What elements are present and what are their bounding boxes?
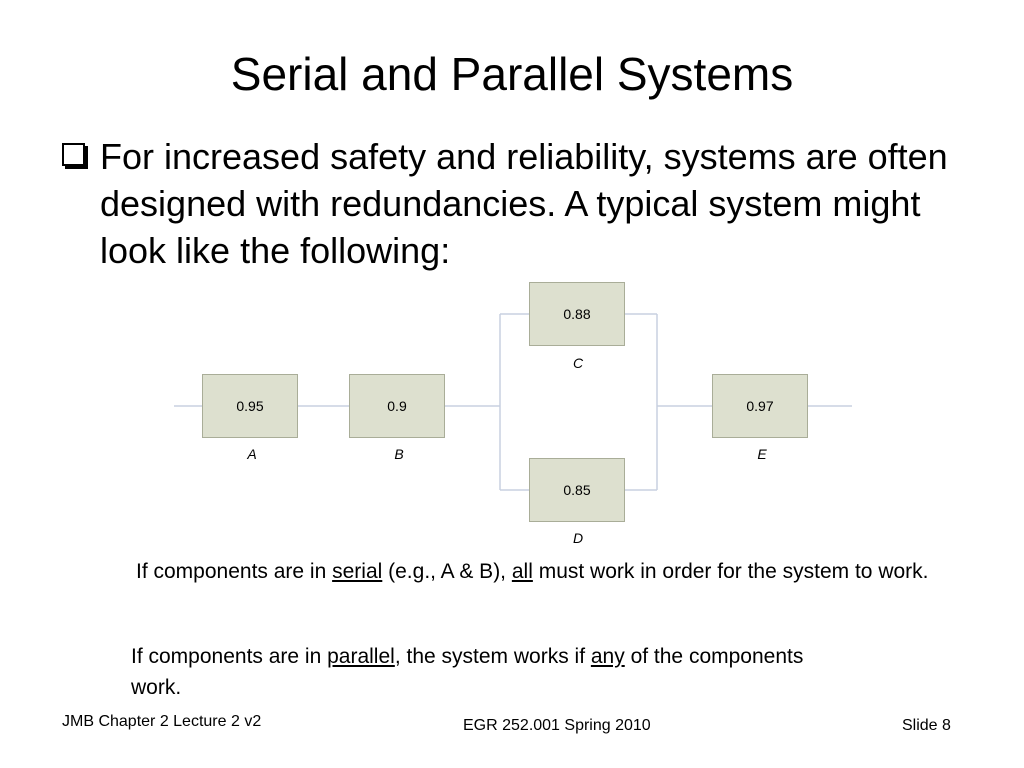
component-a-box [202,374,298,438]
component-c-value: 0.88 [563,306,591,322]
component-e-value: 0.97 [746,398,774,414]
slide-title: Serial and Parallel Systems [230,48,794,100]
footer-left: JMB Chapter 2 Lecture 2 v2 [62,713,262,730]
parallel-note-pre: If components are in [131,645,328,668]
component-b-label: B [394,446,404,462]
component-d-value: 0.85 [563,482,591,498]
component-b-value: 0.9 [387,398,407,414]
component-c-label: C [572,355,584,371]
component-a-value: 0.95 [236,398,264,414]
serial-note [136,556,936,587]
serial-note-mid: (e.g., A & B), [382,560,512,583]
footer-center: EGR 252.001 Spring 2010 [463,717,651,734]
serial-term: serial [332,560,383,583]
parallel-term: parallel [327,645,395,668]
parallel-note-mid: , the system works if [394,645,591,668]
parallel-note-post: of the components work. [131,645,804,699]
component-e-box [712,374,808,438]
bullet-text: For increased safety and reliability, systems are often designed with redundancies. A typical system might look like the following: [100,136,948,271]
component-d-label: D [572,530,584,546]
parallel-emphasis: any [590,645,625,668]
component-d-box [529,458,625,522]
component-c-box [529,282,625,346]
footer-right: Slide 8 [902,717,951,734]
component-b-box [349,374,445,438]
serial-note-pre: If components are in [136,560,333,583]
component-e-label: E [757,446,767,462]
serial-note-post: must work in order for the system to work. [532,560,929,583]
parallel-note [131,641,831,703]
serial-emphasis: all [511,560,533,583]
component-a-label: A [247,446,257,462]
